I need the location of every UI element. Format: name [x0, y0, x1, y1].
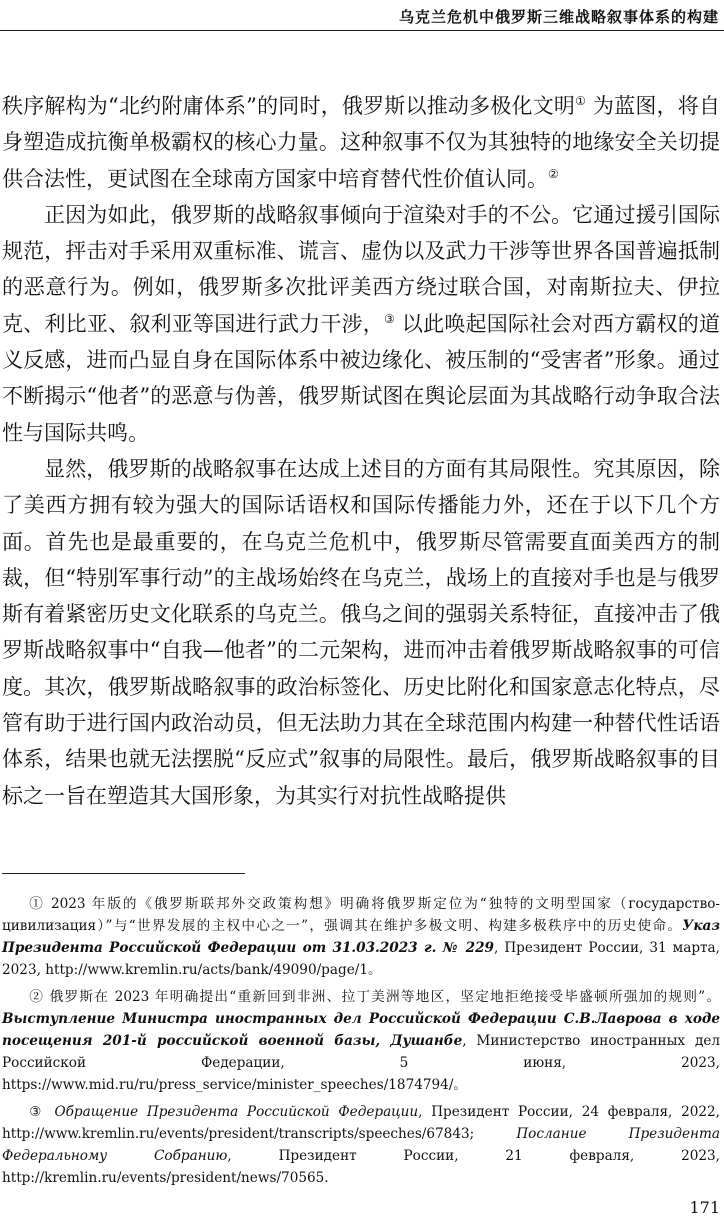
paragraph-1	[2, 88, 720, 197]
footnote-3-source-title-2: Послание Президента Федеральному Собранию	[2, 1126, 720, 1164]
footnote-ref-1[interactable]: ①	[575, 94, 587, 108]
footnote-2-text: 俄罗斯在 2023 年明确提出“重新回到非洲、拉丁美洲等地区，坚定地拒绝接受毕盛顿所强加的规则”。	[44, 989, 720, 1005]
paragraph-2-text-b: 以此唤起国际社会对西方霸权的道义反感，进而凸显自身在国际体系中被边缘化、被压制的“受害者”形象。通过不断揭示“他者”的恶意与伪善，俄罗斯试图在舆论层面为其战略行动争取合法性与国际共鸣。	[2, 311, 720, 445]
page-number: 171	[689, 1198, 720, 1217]
footnote-2-source-title: Выступление Министра иностранных дел Российской Федерации С.В.Лаврова в ходе посещения 201-й российской военной базы, Душанбе	[2, 1011, 720, 1049]
footnotes	[2, 893, 720, 1194]
paragraph-3: 显然，俄罗斯的战略叙事在达成上述目的方面有其局限性。究其原因，除了美西方拥有较为强大的国际话语权和国际传播能力外，还在于以下几个方面。首先也是最重要的，在乌克兰危机中，俄罗斯尽管需要直面美西方的制裁，但“特别军事行动”的主战场始终在乌克兰，战场上的直接对手也是与俄罗斯有着紧密历史文化联系的乌克兰。俄乌之间的强弱关系特征，直接冲击了俄罗斯战略叙事中“自我—他者”的二元架构，进而冲击着俄罗斯战略叙事的可信度。其次，俄罗斯战略叙事的政治标签化、历史比附化和国家意志化特点，尽管有助于进行国内政治动员，但无法助力其在全球范围内构建一种替代性话语体系，结果也就无法摆脱“反应式”叙事的局限性。最后，俄罗斯战略叙事的目标之一旨在塑造其大国形象，为其实行对抗性战略提供	[2, 456, 720, 808]
paragraph-1-text-a: 秩序解构为“北约附庸体系”的同时，俄罗斯以推动多极化文明	[2, 94, 576, 118]
paragraph-2	[2, 197, 720, 451]
footnote-1-number: ①	[29, 896, 45, 912]
footnote-3-source-mid: , Президент России, 24 февраля, 2022, http://www.kremlin.ru/events/president/transcripts/speeches/67843;	[2, 1104, 720, 1142]
footnote-ref-2[interactable]: ②	[548, 166, 559, 181]
footnote-3-source-tail: , Президент России, 21 февраля, 2023, http://kremlin.ru/events/president/news/70565.	[2, 1148, 720, 1186]
footnote-2-source-tail: , Министерство иностранных дел Российской Федерации, 5 июня, 2023, https://www.mid.ru/ru/press_service/minister_speeches/1874794/。	[2, 1033, 720, 1093]
footnote-ref-3[interactable]: ③	[384, 311, 395, 326]
paragraph-2-text-a: 正因为如此，俄罗斯的战略叙事倾向于渲染对手的不公。它通过援引国际规范，抨击对手采用双重标准、谎言、虚伪以及武力干涉等世界各国普遍抵制的恶意行为。例如，俄罗斯多次批评美西方绕过联合国，对南斯拉夫、伊拉克、利比亚、叙利亚等国进行武力干涉，	[2, 202, 720, 336]
footnote-1-text: 2023 年版的《俄罗斯联邦外交政策构想》明确将俄罗斯定位为“独特的文明型国家（государство-цивилизация）”与“世界发展的主权中心之一”，强调其在维护多极文明、构建多极秩序中的历史使命。	[2, 896, 721, 934]
footnote-1-source-title: Указ Президента Российской Федерации от 31.03.2023 г. № 229	[2, 918, 720, 956]
body-text	[2, 88, 720, 814]
footnote-separator	[2, 873, 245, 874]
footnote-3	[2, 1101, 720, 1189]
footnote-1-source-tail: , Президент России, 31 марта, 2023, http://www.kremlin.ru/acts/bank/49090/page/1。	[2, 940, 720, 978]
footnote-3-number: ③	[29, 1104, 46, 1120]
paragraph-1-text-b: 为蓝图，将自身塑造成抗衡单极霸权的核心力量。这种叙事不仅为其独特的地缘安全关切提供合法性，更试图在全球南方国家中培育替代性价值认同。	[2, 94, 720, 191]
footnote-3-source-title-1: Обращение Президента Российской Федерации	[54, 1104, 419, 1120]
footnote-2	[2, 986, 720, 1096]
footnote-1	[2, 893, 720, 981]
running-header: 乌克兰危机中俄罗斯三维战略叙事体系的构建	[398, 8, 719, 26]
footnote-2-number: ②	[29, 989, 45, 1005]
header-rule	[0, 30, 724, 31]
